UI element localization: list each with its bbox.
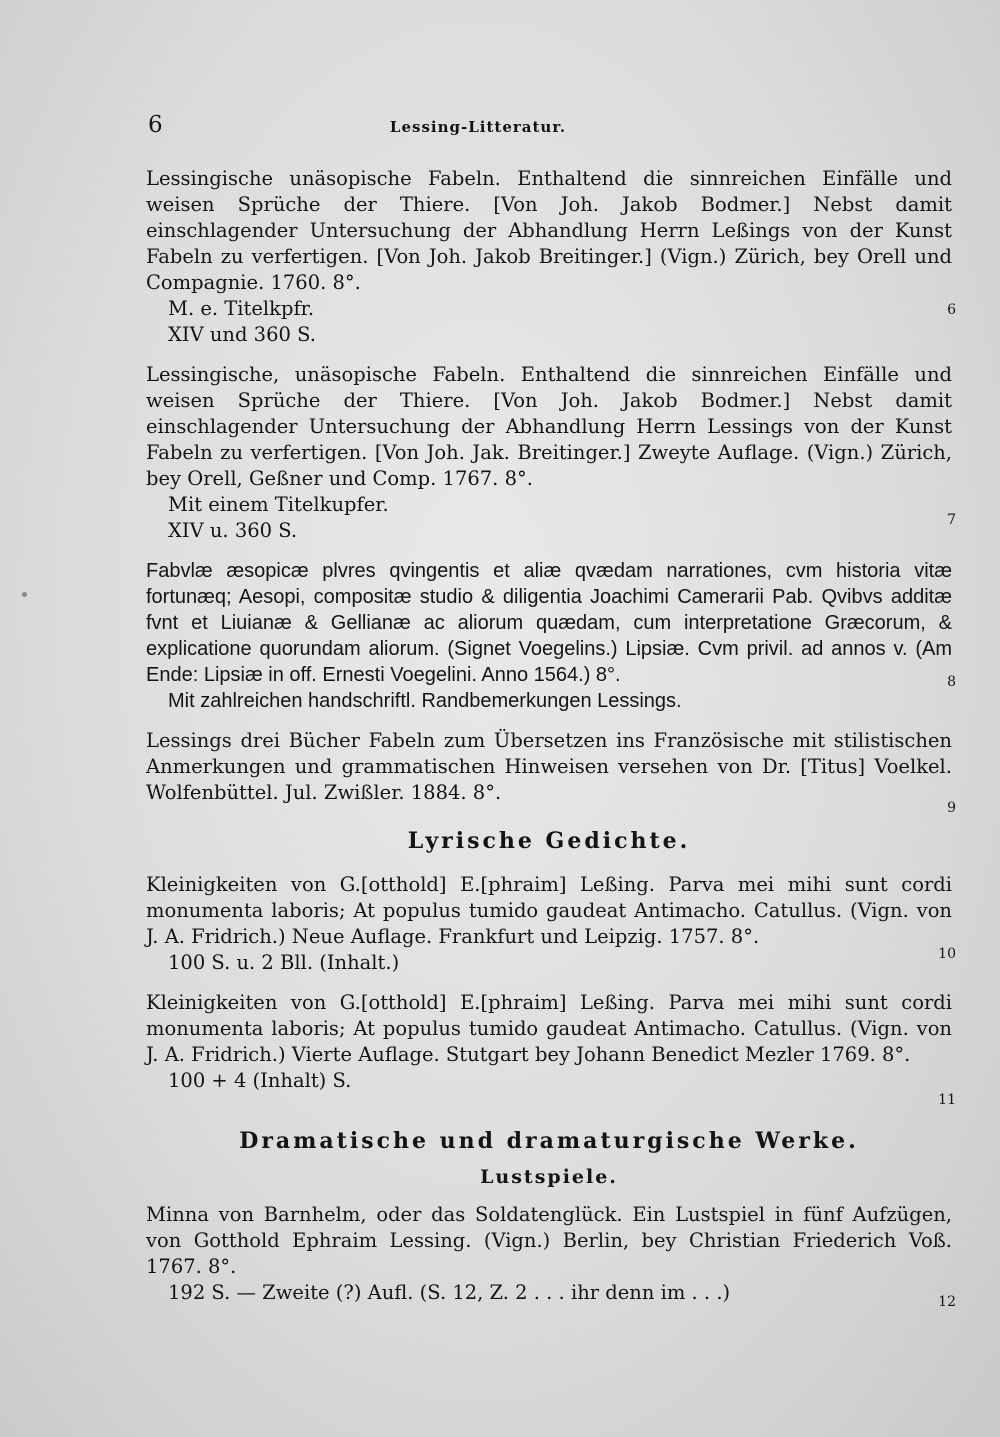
entry-number: 7: [947, 512, 956, 528]
entry-note: XIV u. 360 S.: [168, 519, 298, 542]
bibliography-entry: [146, 362, 956, 544]
entry-number: 9: [947, 800, 956, 816]
bibliography-entry: [146, 990, 956, 1108]
entry-note: 100 + 4 (Inhalt) S.: [168, 1069, 352, 1092]
entry-text: Minna von Barnhelm, oder das Soldatenglück. Ein Lustspiel in fünf Aufzügen, von Gotthold Ephraim Lessing. (Vign.) Berlin, bey Christian Friederich Voß. 1767. 8°.: [146, 1203, 952, 1278]
entry-text: Kleinigkeiten von G.[otthold] E.[phraim] Leßing. Parva mei mihi sunt cordi monumenta laboris; At populus tumido gaudeat Antimacho. Catullus. (Vign. von J. A. Fridrich.) Neue Auflage. Frankfurt und Leipzig. 1757. 8°.: [146, 873, 952, 948]
bibliography-entry: [146, 872, 956, 976]
entry-note: XIV und 360 S.: [168, 323, 316, 346]
entry-number: 11: [938, 1092, 956, 1108]
entry-number: 6: [947, 302, 956, 318]
entry-number: 10: [938, 946, 956, 962]
entry-note: M. e. Titelkpfr.: [168, 297, 315, 320]
bibliography-entry: [146, 1202, 956, 1310]
entry-note: Mit zahlreichen handschriftl. Randbemerkungen Lessings.: [168, 690, 682, 712]
bibliography-entry: [146, 558, 956, 714]
section-heading: Dramatische und dramaturgische Werke.: [239, 1128, 859, 1154]
page-header: [148, 112, 808, 146]
page-number: 6: [148, 112, 163, 138]
entry-text: Lessingische, unäsopische Fabeln. Enthaltend die sinnreichen Einfälle und weisen Sprüche der Thiere. [Von Joh. Jakob Bodmer.] Nebst damit einschlagender Untersuchung der Abhandlung Herrn Lessings von der Kunst Fabeln zu verfertigen. [Von Joh. Jak. Breitinger.] Zweyte Auflage. (Vign.) Zürich, bey Orell, Geßner und Comp. 1767. 8°.: [146, 363, 952, 490]
entry-note: 192 S. — Zweite (?) Aufl. (S. 12, Z. 2 . . . ihr denn im . . .): [168, 1281, 731, 1304]
entry-text: Kleinigkeiten von G.[otthold] E.[phraim] Leßing. Parva mei mihi sunt cordi monumenta laboris; At populus tumido gaudeat Antimacho. Catullus. (Vign. von J. A. Fridrich.) Vierte Auflage. Stutgart bey Johann Benedict Mezler 1769. 8°.: [146, 991, 952, 1066]
entry-note: Mit einem Titelkupfer.: [168, 493, 389, 516]
entry-number: 12: [938, 1294, 956, 1310]
entry-text: Fabvlæ æsopicæ plvres qvingentis et aliæ qvædam narrationes, cvm historia vitæ fortunæq; Aesopi, compositæ studio & diligentia Joachimi Camerarii Pab. Qvibvs additæ fvnt et Liuianæ & Gellianæ ac aliorum quædam, cum interpretatione Græcorum, & explicatione quorundam aliorum. (Signet Voegelins.) Lipsiæ. Cvm privil. ad annos v. (Am Ende: Lipsiæ in off. Ernesti Voegelini. Anno 1564.) 8°.: [146, 560, 952, 686]
entry-number: 8: [947, 674, 956, 690]
paper-speck: [22, 592, 27, 597]
page-content: [146, 166, 956, 1320]
entry-note: 100 S. u. 2 Bll. (Inhalt.): [168, 951, 400, 974]
bibliography-entry: [146, 166, 956, 348]
entry-text: Lessingische unäsopische Fabeln. Enthaltend die sinnreichen Einfälle und weisen Sprüche der Thiere. [Von Joh. Jakob Bodmer.] Nebst damit einschlagender Untersuchung der Abhandlung Herrn Leßings von der Kunst Fabeln zu verfertigen. [Von Joh. Jakob Breitinger.] (Vign.) Zürich, bey Orell und Compagnie. 1760. 8°.: [146, 167, 952, 294]
section-heading: Lyrische Gedichte.: [407, 828, 691, 854]
subsection-heading: Lustspiele.: [480, 1166, 618, 1188]
entry-text: Lessings drei Bücher Fabeln zum Übersetzen ins Französische mit stilistischen Anmerkungen und grammatischen Hinweisen versehen von Dr. [Titus] Voelkel. Wolfenbüttel. Jul. Zwißler. 1884. 8°.: [146, 729, 952, 804]
bibliography-entry: [146, 728, 956, 816]
running-title: Lessing-Litteratur.: [389, 118, 567, 136]
